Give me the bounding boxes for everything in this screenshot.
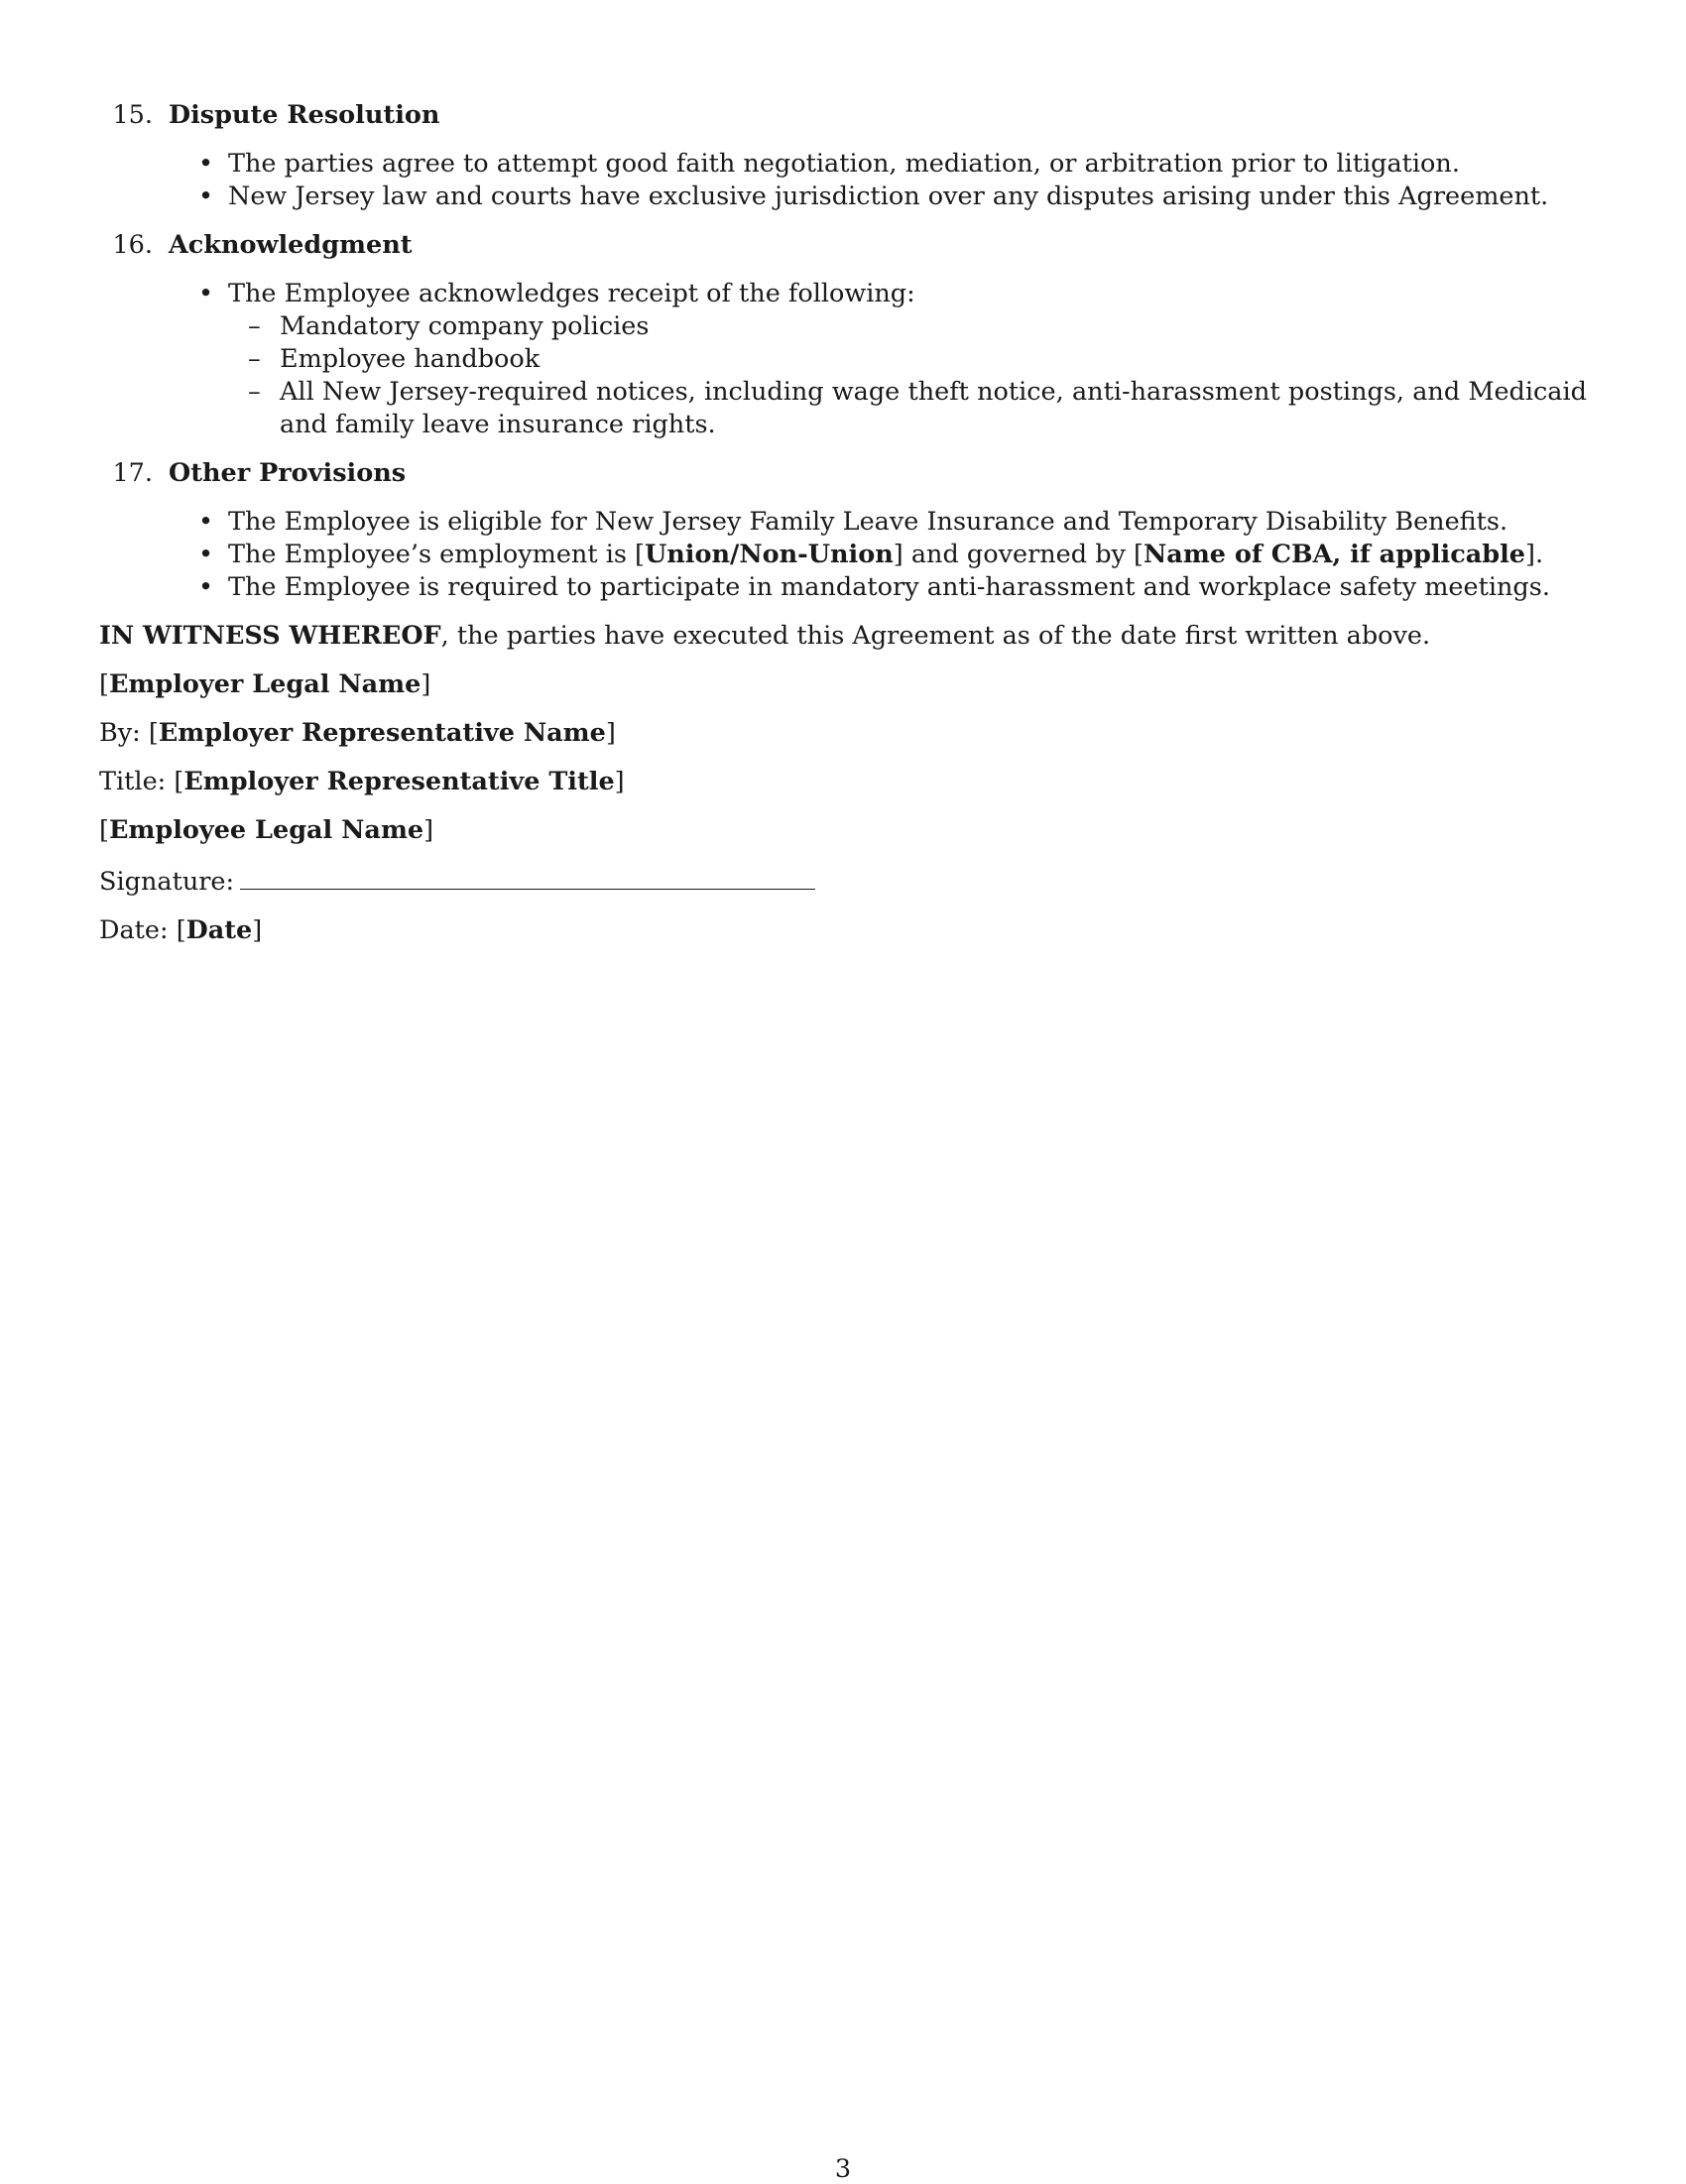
section-title: Dispute Resolution bbox=[169, 100, 440, 130]
list-item-text: The parties agree to attempt good faith negotiation, mediation, or arbitration prior to litigation. bbox=[228, 149, 1460, 179]
cba-name-placeholder: Name of CBA, if applicable bbox=[1143, 540, 1526, 569]
sub-list-item-text: All New Jersey-required notices, including wage theft notice, anti-harassment postings, and Medicaid and family leave insurance rights. bbox=[280, 377, 1587, 439]
sub-list-item bbox=[228, 376, 1587, 441]
employee-name-placeholder: Employee Legal Name bbox=[108, 815, 424, 845]
text-fragment: ]. bbox=[1525, 540, 1544, 569]
bullet-icon: • bbox=[198, 540, 214, 569]
by-label: By: bbox=[99, 718, 141, 748]
text-fragment: The Employee’s employment is [ bbox=[228, 540, 645, 569]
signature-line bbox=[99, 863, 1587, 899]
sub-list-item bbox=[228, 343, 1587, 376]
bullet-list bbox=[99, 278, 1587, 441]
witness-lead: IN WITNESS WHEREOF bbox=[99, 621, 441, 651]
open-bracket: [ bbox=[174, 767, 184, 796]
section-number: 16. bbox=[112, 230, 153, 260]
section-dispute-resolution bbox=[99, 99, 1587, 213]
document-page bbox=[99, 99, 1587, 963]
section-heading bbox=[99, 99, 1587, 132]
list-item-text: The Employee is required to participate in mandatory anti-harassment and workplace safety meetings. bbox=[228, 572, 1550, 602]
bullet-icon: • bbox=[198, 149, 214, 179]
list-item bbox=[99, 181, 1587, 213]
witness-text: , the parties have executed this Agreement as of the date first written above. bbox=[440, 621, 1431, 651]
rep-title-placeholder: Employer Representative Title bbox=[183, 767, 615, 796]
page-number: 3 bbox=[834, 2154, 852, 2184]
open-bracket: [ bbox=[176, 915, 186, 945]
open-bracket: [ bbox=[99, 815, 109, 845]
dash-icon: – bbox=[248, 311, 261, 341]
sub-list-item bbox=[228, 310, 1587, 343]
date-placeholder: Date bbox=[185, 915, 253, 945]
section-heading bbox=[99, 457, 1587, 490]
date-line bbox=[99, 914, 1587, 947]
list-item bbox=[99, 571, 1587, 604]
bullet-icon: • bbox=[198, 279, 214, 308]
open-bracket: [ bbox=[99, 669, 109, 699]
close-bracket: ] bbox=[252, 915, 263, 945]
close-bracket: ] bbox=[423, 815, 434, 845]
signature-blank[interactable] bbox=[240, 863, 815, 890]
list-item bbox=[99, 539, 1587, 571]
close-bracket: ] bbox=[614, 767, 625, 796]
date-label: Date: bbox=[99, 915, 169, 945]
section-title: Acknowledgment bbox=[169, 230, 413, 260]
section-acknowledgment bbox=[99, 229, 1587, 441]
employee-name-line bbox=[99, 814, 1587, 847]
title-label: Title: bbox=[99, 767, 167, 796]
text-fragment: ] and governed by [ bbox=[893, 540, 1144, 569]
rep-name-placeholder: Employer Representative Name bbox=[158, 718, 606, 748]
section-number: 17. bbox=[112, 458, 153, 488]
employer-name-line bbox=[99, 668, 1587, 701]
bullet-icon: • bbox=[198, 572, 214, 602]
bullet-list bbox=[99, 148, 1587, 213]
open-bracket: [ bbox=[148, 718, 159, 748]
list-item bbox=[99, 278, 1587, 441]
dash-icon: – bbox=[248, 377, 261, 407]
bullet-list bbox=[99, 506, 1587, 604]
witness-clause bbox=[99, 620, 1587, 653]
dash-icon: – bbox=[248, 344, 261, 374]
section-number: 15. bbox=[112, 100, 153, 130]
bullet-icon: • bbox=[198, 507, 214, 537]
signature-label: Signature: bbox=[99, 867, 235, 897]
title-line bbox=[99, 766, 1587, 798]
sub-list-item-text: Employee handbook bbox=[280, 344, 541, 374]
sub-list bbox=[228, 310, 1587, 441]
section-heading bbox=[99, 229, 1587, 262]
union-status-placeholder: Union/Non-Union bbox=[645, 540, 894, 569]
section-title: Other Provisions bbox=[169, 458, 407, 488]
list-item bbox=[99, 148, 1587, 181]
employer-name-placeholder: Employer Legal Name bbox=[108, 669, 422, 699]
section-other-provisions bbox=[99, 457, 1587, 604]
bullet-icon: • bbox=[198, 182, 214, 211]
close-bracket: ] bbox=[421, 669, 431, 699]
close-bracket: ] bbox=[605, 718, 616, 748]
by-line bbox=[99, 717, 1587, 750]
sub-list-item-text: Mandatory company policies bbox=[280, 311, 650, 341]
list-item-text: New Jersey law and courts have exclusive jurisdiction over any disputes arising under this Agreement. bbox=[228, 182, 1549, 211]
list-item-text bbox=[228, 540, 1543, 569]
list-item bbox=[99, 506, 1587, 539]
list-item-text: The Employee is eligible for New Jersey Family Leave Insurance and Temporary Disability Benefits. bbox=[228, 507, 1508, 537]
list-item-text: The Employee acknowledges receipt of the following: bbox=[228, 279, 915, 308]
